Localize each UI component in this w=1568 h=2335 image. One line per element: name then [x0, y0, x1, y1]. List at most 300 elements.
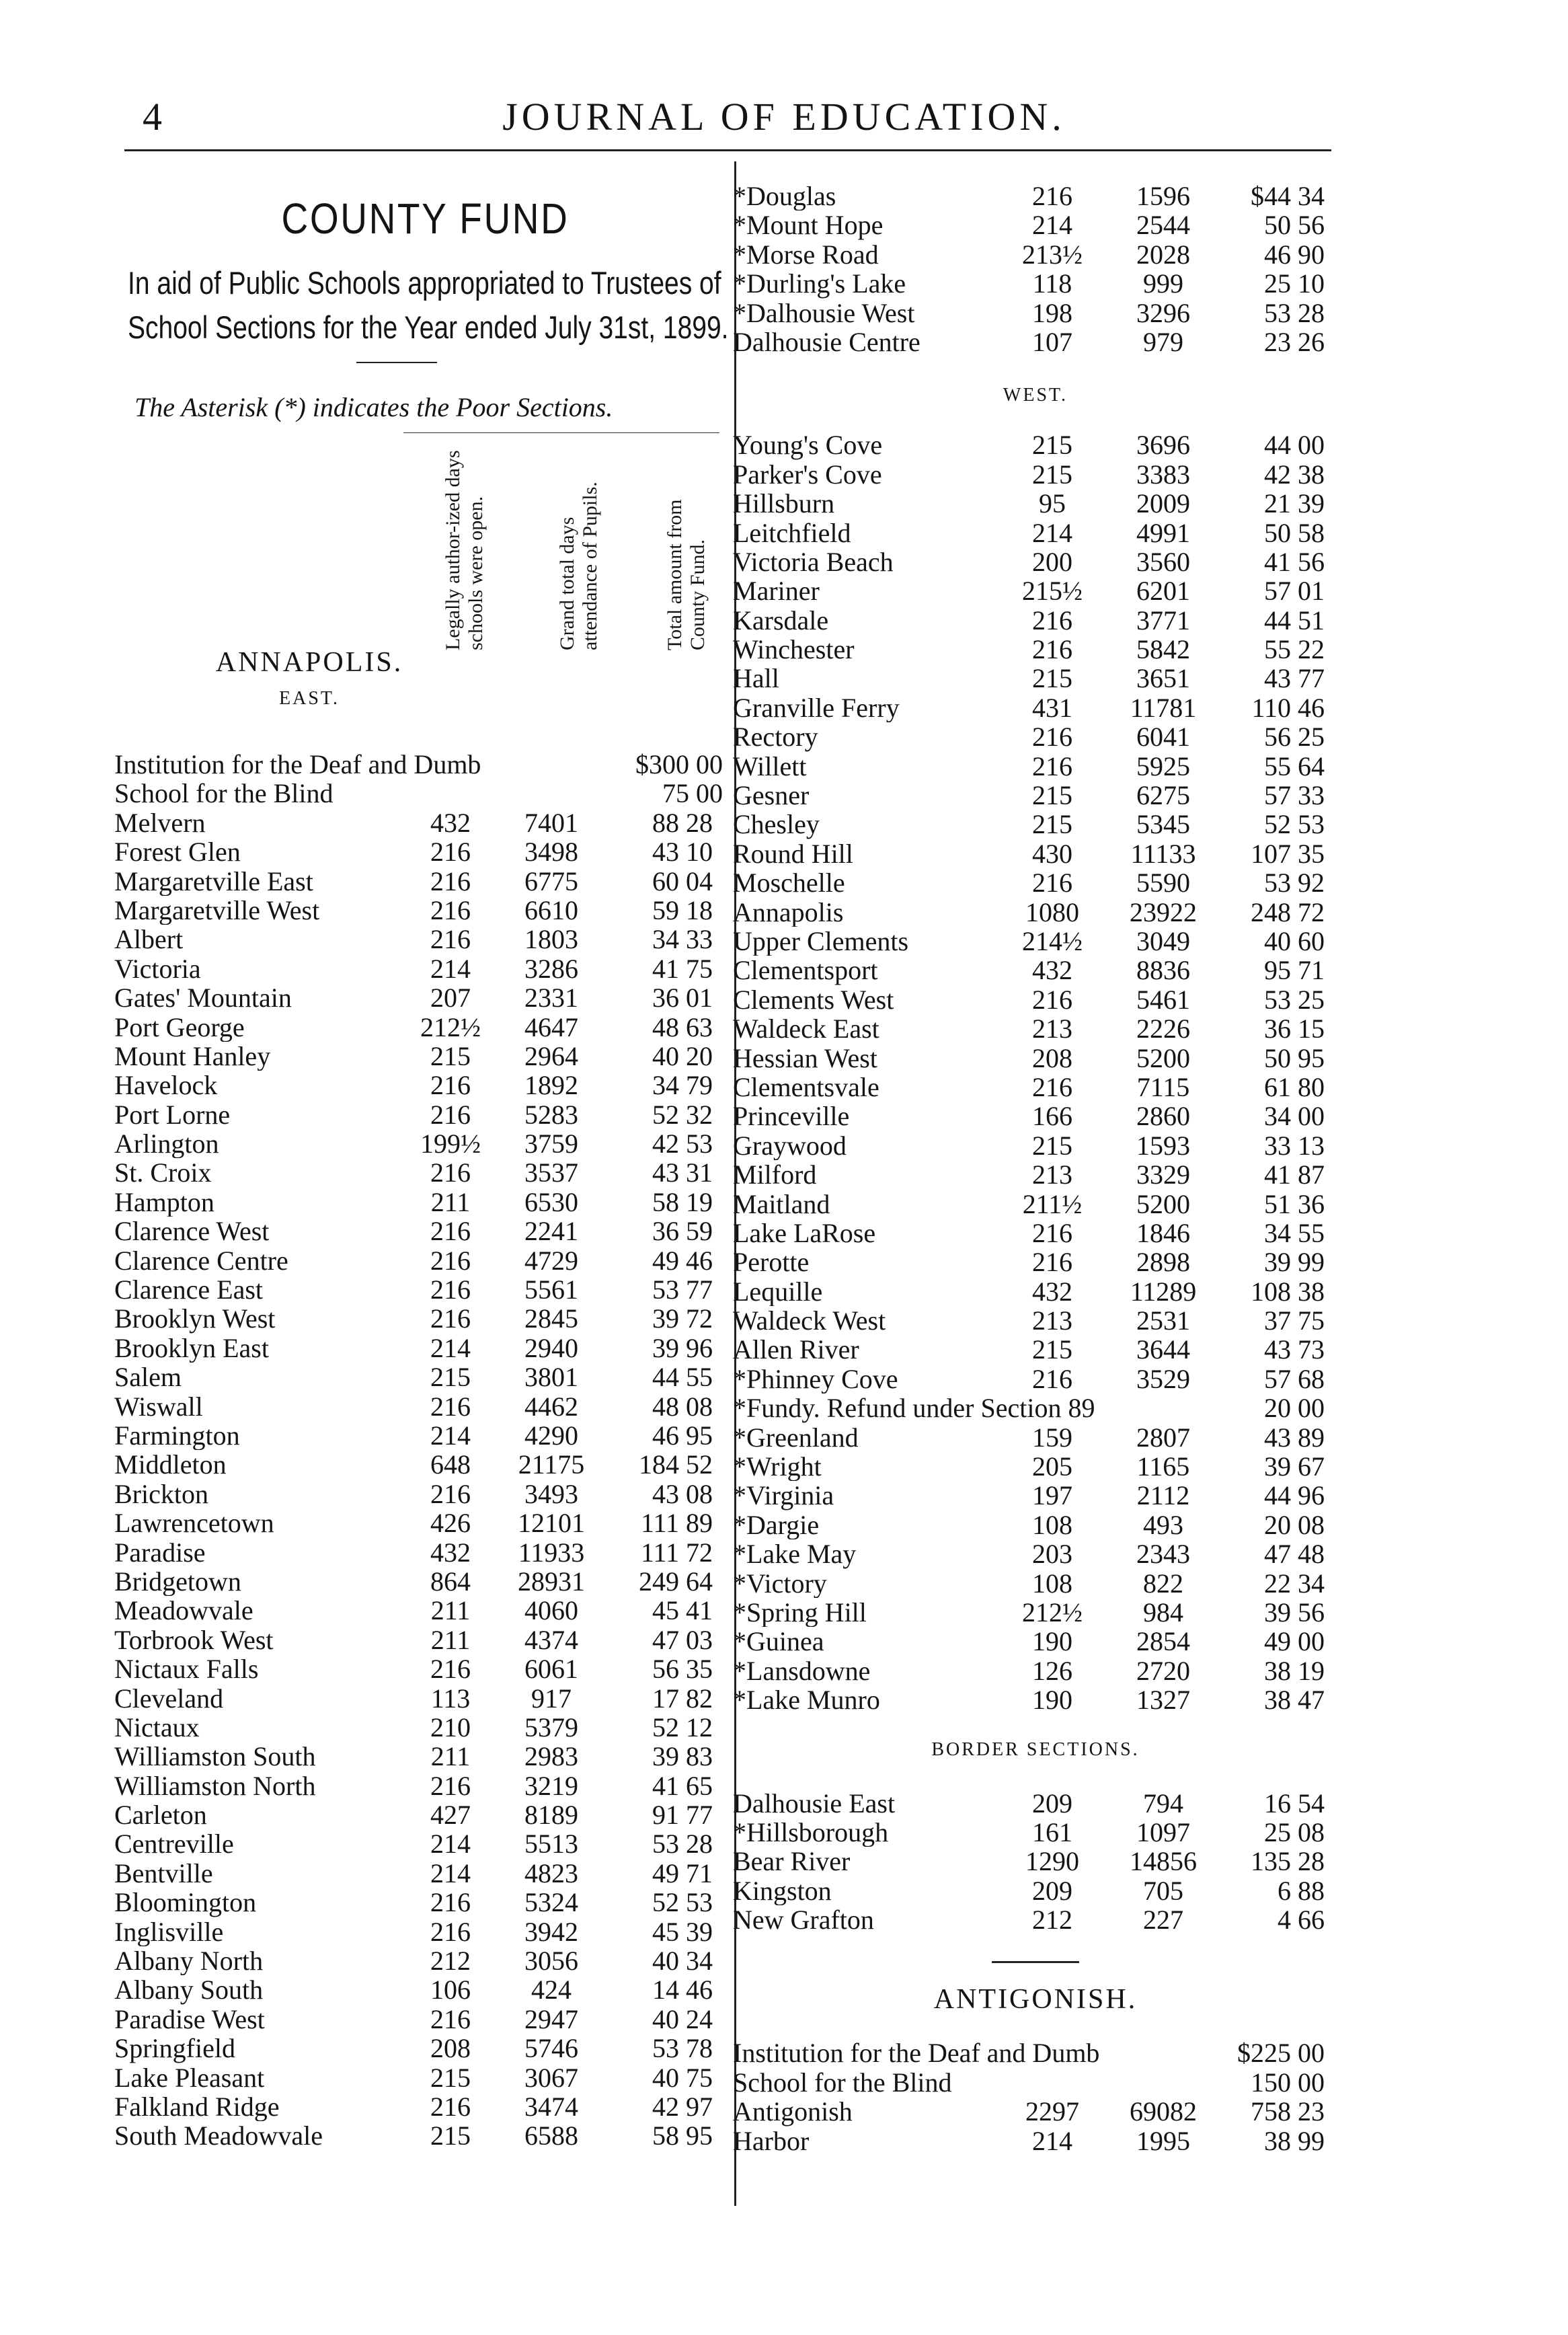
attendance-total: 3771 — [1136, 605, 1190, 636]
section-name: Margaretville West — [114, 895, 320, 925]
section-name: Victoria Beach — [733, 547, 894, 577]
attendance-total: 822 — [1143, 1568, 1183, 1599]
days-open: 209 — [1032, 1875, 1072, 1906]
days-open: 216 — [1032, 722, 1072, 753]
table-row — [733, 2038, 1338, 2067]
days-open: 205 — [1032, 1451, 1072, 1482]
days-open: 216 — [1032, 634, 1072, 665]
section-name: Clementsport — [733, 956, 878, 985]
days-open: 432 — [1032, 1276, 1072, 1307]
days-open: 209 — [1032, 1788, 1072, 1819]
table-row — [733, 1818, 1338, 1847]
days-open: 215 — [1032, 430, 1072, 461]
days-open: 216 — [430, 1216, 471, 1247]
section-name: Paradise West — [114, 2004, 265, 2034]
amount-total: 40 60 — [1264, 925, 1325, 956]
table-row — [733, 1481, 1338, 1510]
section-name: Gates' Mountain — [114, 983, 292, 1013]
amount-total: 39 56 — [1264, 1597, 1325, 1628]
amount-total: 41 65 — [652, 1770, 713, 1801]
table-row — [733, 2127, 1338, 2155]
table-row — [733, 1685, 1338, 1714]
attendance-total: 2947 — [524, 2003, 578, 2034]
section-name: *Phinney Cove — [733, 1364, 898, 1394]
title-rule — [356, 362, 437, 363]
days-open: 211 — [430, 1624, 471, 1655]
days-open: 216 — [430, 1099, 471, 1130]
amount-total: 95 71 — [1264, 955, 1325, 986]
table-row — [733, 1539, 1338, 1568]
section-name: Upper Clements — [733, 926, 909, 956]
amount-total: 60 04 — [652, 866, 713, 896]
days-open: 213½ — [1022, 239, 1083, 270]
amount-total: 38 19 — [1264, 1655, 1325, 1686]
days-open: 208 — [1032, 1042, 1072, 1073]
attendance-total: 2028 — [1136, 239, 1190, 270]
section-name: Moschelle — [733, 868, 845, 898]
table-row — [114, 1246, 723, 1275]
days-open: 213 — [1032, 1305, 1072, 1336]
days-open: 212 — [1032, 1905, 1072, 1936]
section-name: Clements West — [733, 985, 894, 1015]
table-row — [733, 1876, 1338, 1905]
section-name: Lake LaRose — [733, 1218, 876, 1248]
attendance-total: 4462 — [524, 1391, 578, 1422]
attendance-total: 1327 — [1136, 1685, 1190, 1716]
attendance-total: 705 — [1143, 1875, 1183, 1906]
amount-total: 41 87 — [1264, 1159, 1325, 1190]
amount-total: 44 00 — [1264, 430, 1325, 461]
amount-total: 39 99 — [1264, 1247, 1325, 1278]
table-row — [114, 1829, 723, 1858]
section-name: Allen River — [733, 1335, 859, 1365]
amount-total: 53 92 — [1264, 868, 1325, 898]
amount-total: 55 22 — [1264, 634, 1325, 665]
table-row — [733, 781, 1338, 810]
section-name: Hall — [733, 664, 779, 693]
amount-total: 42 53 — [652, 1128, 713, 1159]
column-headings — [114, 432, 723, 678]
days-open: 214 — [1032, 2125, 1072, 2156]
attendance-total: 3286 — [524, 953, 578, 984]
amount-total: 52 53 — [1264, 809, 1325, 840]
table-row — [114, 1713, 723, 1742]
section-name: Dalhousie East — [733, 1788, 896, 1818]
days-open: 207 — [430, 983, 471, 1013]
amount-total: 43 73 — [1264, 1334, 1325, 1365]
table-row — [114, 1859, 723, 1888]
days-open: 214 — [430, 953, 471, 984]
amount-total: 20 08 — [1264, 1509, 1325, 1540]
section-name: Brooklyn East — [114, 1333, 269, 1363]
border-table — [733, 1789, 1338, 1935]
amount-total: 43 31 — [652, 1157, 713, 1188]
section-name: Farmington — [114, 1420, 240, 1451]
days-open: 107 — [1032, 326, 1072, 357]
days-open: 426 — [430, 1508, 471, 1539]
days-open: 113 — [430, 1683, 471, 1714]
days-open: 216 — [1032, 605, 1072, 636]
section-name: Round Hill — [733, 839, 853, 869]
amount-total: 40 24 — [652, 2003, 713, 2034]
table-row — [733, 1365, 1338, 1393]
amount-total: 50 95 — [1264, 1042, 1325, 1073]
attendance-total: 4290 — [524, 1420, 578, 1451]
table-row — [114, 1742, 723, 1771]
amount-total: 59 18 — [652, 894, 713, 925]
attendance-total: 2331 — [524, 983, 578, 1013]
days-open: 108 — [1032, 1509, 1072, 1540]
attendance-total: 4060 — [524, 1595, 578, 1626]
section-name: Albert — [114, 925, 184, 954]
header-rule — [124, 149, 1331, 151]
subhead-west: WEST. — [1003, 385, 1068, 406]
table-row — [733, 299, 1338, 328]
section-name: Dalhousie Centre — [733, 327, 920, 357]
left-column — [114, 182, 729, 2151]
attendance-total: 11933 — [518, 1537, 585, 1568]
table-row — [733, 1131, 1338, 1160]
amount-total: 107 35 — [1251, 838, 1325, 869]
subhead-east: EAST. — [279, 688, 340, 709]
table-row — [733, 1452, 1338, 1481]
table-row — [733, 1073, 1338, 1102]
section-name: Clarence East — [114, 1275, 263, 1305]
section-name: Karsdale — [733, 605, 829, 636]
amount-total: 88 28 — [652, 807, 713, 838]
amount-total: 110 46 — [1251, 692, 1325, 723]
section-name: Williamston North — [114, 1771, 316, 1801]
section-name: Hillsburn — [733, 489, 835, 519]
section-name: *Morse Road — [733, 239, 879, 270]
section-name: *Wright — [733, 1452, 822, 1482]
amount-total: 34 33 — [652, 924, 713, 955]
section-name: Carleton — [114, 1800, 207, 1830]
days-open: 216 — [1032, 181, 1072, 211]
fund-subtitle: In aid of Public Schools appropriated to Trustees of School Sections for the Year ended July 31st, 1899. — [128, 265, 729, 345]
table-row — [733, 839, 1338, 868]
antigonish-table — [733, 2038, 1338, 2155]
days-open: 215 — [1032, 1334, 1072, 1365]
amount-total: 40 75 — [652, 2062, 713, 2093]
attendance-total: 3383 — [1136, 459, 1190, 490]
days-open: 864 — [430, 1566, 471, 1597]
amount-total: 44 96 — [1264, 1480, 1325, 1511]
attendance-total: 5324 — [524, 1887, 578, 1918]
table-row — [733, 1393, 1338, 1422]
amount-total: 53 28 — [652, 1829, 713, 1860]
attendance-total: 1846 — [1136, 1217, 1190, 1248]
amount-total: 56 35 — [652, 1654, 713, 1685]
attendance-total: 2112 — [1136, 1480, 1190, 1511]
section-name: Institution for the Deaf and Dumb — [733, 2038, 1100, 2068]
amount-total: 48 08 — [652, 1391, 713, 1422]
attendance-total: 3493 — [524, 1478, 578, 1509]
section-name: Nictaux Falls — [114, 1654, 259, 1684]
section-name: Princeville — [733, 1102, 850, 1131]
amount-total: 4 66 — [1278, 1905, 1325, 1936]
amount-total: 57 33 — [1264, 780, 1325, 811]
section-name: New Grafton — [733, 1905, 874, 1935]
table-row — [114, 1100, 723, 1129]
amount-total: 36 15 — [1264, 1013, 1325, 1044]
amount-total: 58 95 — [652, 2120, 713, 2151]
days-open: 211 — [430, 1741, 471, 1772]
section-name: Falkland Ridge — [114, 2092, 280, 2122]
table-row — [733, 240, 1338, 269]
attendance-total: 1995 — [1136, 2125, 1190, 2156]
section-name: *Greenland — [733, 1422, 859, 1453]
days-open: 212½ — [1022, 1597, 1083, 1628]
attendance-total: 5345 — [1136, 809, 1190, 840]
section-name: *Dalhousie West — [733, 298, 915, 328]
section-name: School for the Blind — [114, 779, 334, 808]
attendance-total: 5513 — [524, 1829, 578, 1860]
amount-total: 46 95 — [652, 1420, 713, 1451]
days-open: 199½ — [420, 1128, 481, 1159]
days-open: 200 — [1032, 546, 1072, 577]
table-row — [733, 810, 1338, 839]
section-name: Parker's Cove — [733, 459, 882, 490]
journal-title: JOURNAL OF EDUCATION. — [502, 95, 1066, 139]
table-row — [733, 1905, 1338, 1934]
amount-total: 51 36 — [1264, 1188, 1325, 1219]
table-row — [733, 1306, 1338, 1335]
amount-total: 52 32 — [652, 1099, 713, 1130]
days-open: 432 — [1032, 955, 1072, 986]
table-row — [114, 867, 723, 896]
section-name: Havelock — [114, 1071, 218, 1100]
section-name: Williamston South — [114, 1742, 316, 1771]
amount-total: 36 01 — [652, 983, 713, 1013]
section-name: Lequille — [733, 1276, 823, 1307]
days-open: 198 — [1032, 297, 1072, 328]
amount-total: 22 34 — [1264, 1568, 1325, 1599]
section-name: Wiswall — [114, 1391, 203, 1421]
table-row — [733, 1160, 1338, 1189]
attendance-total: 1165 — [1136, 1451, 1190, 1482]
section-name: Young's Cove — [733, 430, 883, 460]
section-name: Melvern — [114, 808, 206, 838]
days-open: 216 — [430, 924, 471, 955]
attendance-total: 1593 — [1136, 1130, 1190, 1161]
table-row — [733, 328, 1338, 356]
attendance-total: 14856 — [1130, 1846, 1197, 1877]
table-row — [733, 1014, 1338, 1043]
amount-total: 39 67 — [1264, 1451, 1325, 1482]
section-name: Bentville — [114, 1858, 213, 1888]
amount-total: 38 99 — [1264, 2125, 1325, 2156]
days-open: 203 — [1032, 1539, 1072, 1570]
attendance-total: 2241 — [524, 1216, 578, 1247]
amount-total: 37 75 — [1264, 1305, 1325, 1336]
section-name: Middleton — [114, 1450, 227, 1480]
table-row — [733, 2068, 1338, 2097]
table-row — [733, 693, 1338, 722]
attendance-total: 3474 — [524, 2091, 578, 2122]
days-open: 211 — [430, 1595, 471, 1626]
attendance-total: 6610 — [524, 894, 578, 925]
attendance-total: 5746 — [524, 2033, 578, 2064]
days-open: 216 — [430, 1478, 471, 1509]
days-open: 215 — [1032, 459, 1072, 490]
days-open: 212 — [430, 1946, 471, 1977]
days-open: 1080 — [1025, 896, 1079, 927]
amount-total: 40 20 — [652, 1040, 713, 1071]
days-open: 216 — [1032, 868, 1072, 898]
days-open: 215 — [1032, 663, 1072, 694]
attendance-total: 984 — [1143, 1597, 1183, 1628]
table-row — [733, 1598, 1338, 1627]
attendance-total: 12101 — [518, 1508, 585, 1539]
attendance-total: 28931 — [518, 1566, 585, 1597]
amount-total: 44 51 — [1264, 605, 1325, 636]
attendance-total: 2531 — [1136, 1305, 1190, 1336]
attendance-total: 4729 — [524, 1245, 578, 1276]
section-name: Hampton — [114, 1187, 214, 1217]
table-row — [733, 956, 1338, 985]
section-name: Willett — [733, 751, 807, 781]
days-open: 213 — [1032, 1159, 1072, 1190]
attendance-total: 11133 — [1130, 838, 1196, 869]
days-open: 211 — [430, 1186, 471, 1217]
section-name: Port Lorne — [114, 1100, 231, 1130]
days-open: 432 — [430, 1537, 471, 1568]
table-row — [114, 1771, 723, 1800]
right-column — [733, 182, 1338, 2155]
section-name: Salem — [114, 1363, 182, 1392]
amount-total: 43 89 — [1264, 1422, 1325, 1453]
attendance-total: 3056 — [524, 1946, 578, 1977]
days-open: 216 — [1032, 1363, 1072, 1394]
table-row — [114, 2005, 723, 2034]
table-row — [114, 954, 723, 983]
table-row — [114, 896, 723, 925]
attendance-total: 979 — [1143, 326, 1183, 357]
section-name: Graywood — [733, 1131, 847, 1161]
days-open: 216 — [430, 1916, 471, 1947]
attendance-total: 999 — [1143, 268, 1183, 299]
days-open: 190 — [1032, 1626, 1072, 1657]
days-open: 648 — [430, 1449, 471, 1480]
days-open: 216 — [1032, 1247, 1072, 1278]
days-open: 216 — [1032, 1071, 1072, 1102]
attendance-total: 3644 — [1136, 1334, 1190, 1365]
attendance-total: 6201 — [1136, 576, 1190, 607]
days-open: 213 — [1032, 1013, 1072, 1044]
amount-total: 14 46 — [652, 1975, 713, 2005]
attendance-total: 6530 — [524, 1186, 578, 1217]
amount-total: 150 00 — [1251, 2067, 1325, 2098]
amount-total: 758 23 — [1251, 2096, 1325, 2127]
table-row — [733, 519, 1338, 547]
table-row — [114, 1625, 723, 1654]
table-row — [114, 1129, 723, 1158]
table-row — [733, 210, 1338, 239]
attendance-total: 5842 — [1136, 634, 1190, 665]
amount-total: 43 08 — [652, 1478, 713, 1509]
amount-total: 41 56 — [1264, 546, 1325, 577]
amount-total: 25 10 — [1264, 268, 1325, 299]
table-row — [114, 1567, 723, 1596]
section-name: Clementsvale — [733, 1072, 879, 1102]
amount-total: 53 78 — [652, 2033, 713, 2064]
days-open: 216 — [430, 894, 471, 925]
section-name: Brickton — [114, 1479, 208, 1509]
table-row — [114, 1275, 723, 1304]
attendance-total: 6775 — [524, 866, 578, 896]
amount-total: 43 77 — [1264, 663, 1325, 694]
amount-total: 248 72 — [1251, 896, 1325, 927]
amount-total: 55 64 — [1264, 751, 1325, 781]
days-open: 214½ — [1022, 925, 1083, 956]
amount-total: 25 08 — [1264, 1816, 1325, 1847]
attendance-total: 8189 — [524, 1800, 578, 1831]
amount-total: 49 00 — [1264, 1626, 1325, 1657]
section-name: Nictaux — [114, 1712, 200, 1743]
table-row — [114, 837, 723, 866]
amount-total: 34 00 — [1264, 1101, 1325, 1132]
days-open: 216 — [430, 837, 471, 868]
page-number: 4 — [143, 95, 162, 139]
section-name: *Lake May — [733, 1539, 857, 1569]
section-name: Winchester — [733, 635, 855, 664]
amount-total: $44 34 — [1251, 181, 1325, 211]
amount-total: 48 63 — [652, 1011, 713, 1042]
table-row — [114, 1975, 723, 2004]
table-row — [114, 1800, 723, 1829]
table-row — [733, 1656, 1338, 1685]
attendance-total: 2009 — [1136, 488, 1190, 519]
attendance-total: 5561 — [524, 1274, 578, 1305]
table-row — [733, 1219, 1338, 1248]
table-row — [733, 1190, 1338, 1219]
table-row — [114, 1917, 723, 1946]
attendance-total: 3067 — [524, 2062, 578, 2093]
section-name: *Hillsborough — [733, 1817, 889, 1847]
section-name: Springfield — [114, 2034, 235, 2063]
attendance-total: 227 — [1143, 1905, 1183, 1936]
days-open: 430 — [1032, 838, 1072, 869]
table-row — [114, 2063, 723, 2092]
amount-total: 111 89 — [640, 1508, 713, 1539]
section-name: Gesner — [733, 781, 810, 810]
attendance-total: 3560 — [1136, 546, 1190, 577]
west-table — [733, 430, 1338, 1714]
section-name: Milford — [733, 1160, 817, 1190]
amount-total: 49 71 — [652, 1858, 713, 1888]
section-name: Albany North — [114, 1946, 264, 1976]
amount-total: 36 59 — [652, 1216, 713, 1247]
table-row — [114, 1217, 723, 1246]
days-open: 432 — [430, 807, 471, 838]
table-row — [114, 2121, 723, 2150]
days-open: 159 — [1032, 1422, 1072, 1453]
table-row — [733, 1248, 1338, 1276]
section-name: Hessian West — [733, 1043, 877, 1073]
section-name: School for the Blind — [733, 2067, 952, 2098]
days-open: 106 — [430, 1975, 471, 2005]
section-name: Brooklyn West — [114, 1304, 276, 1334]
county-heading-annapolis: ANNAPOLIS. — [215, 647, 403, 678]
amount-total: 39 83 — [652, 1741, 713, 1772]
attendance-total: 5283 — [524, 1099, 578, 1130]
section-name: Mount Hanley — [114, 1041, 271, 1071]
amount-total: 33 13 — [1264, 1130, 1325, 1161]
amount-total: 111 72 — [640, 1537, 713, 1568]
days-open: 216 — [430, 1654, 471, 1685]
attendance-total: 69082 — [1130, 2096, 1197, 2127]
